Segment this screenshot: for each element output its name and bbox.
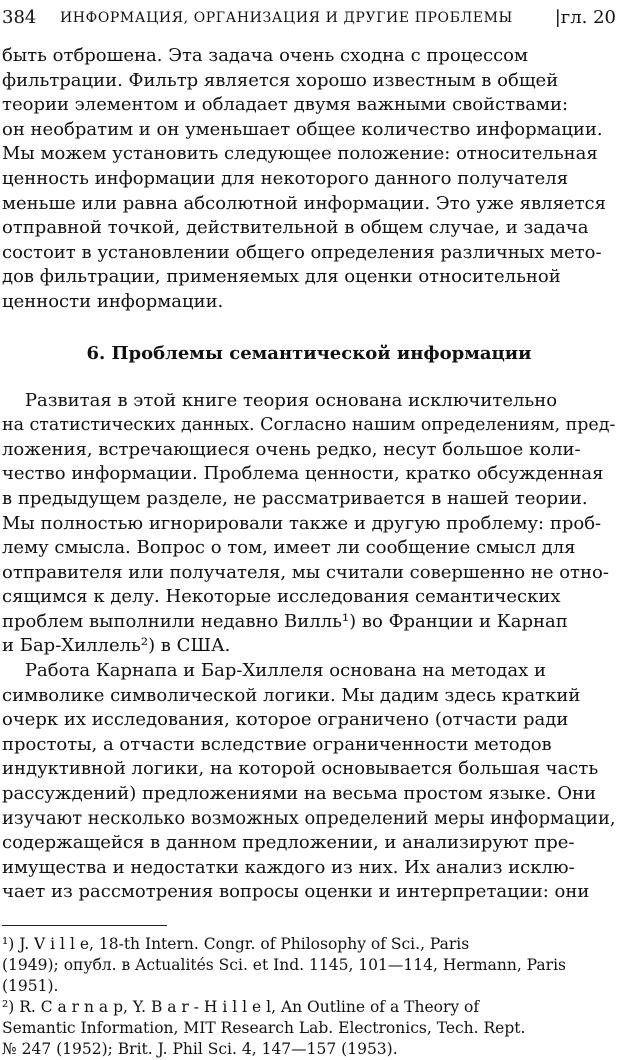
text-line: проблем выполнили недавно Вилль¹) во Франции и Карнап: [2, 610, 568, 632]
footnote-line: № 247 (1952); Brit. J. Phil Sci. 4, 147—157 (1953).: [2, 1040, 398, 1058]
text-line: в предыдущем разделе, не рассматривается в нашей теории.: [2, 487, 588, 509]
chapter-label: |гл. 20: [554, 7, 616, 28]
text-line: фильтрации. Фильтр является хорошо известным в общей: [2, 69, 559, 91]
text-line: Работа Карнапа и Бар-Хиллеля основана на методах и: [2, 660, 546, 682]
text-line: индуктивной логики, на которой основывается большая часть: [2, 758, 599, 780]
text-line: отправной точкой, действительной в общем случае, и задача: [2, 217, 589, 239]
text-line: очерк их исследования, которое ограничено (отчасти ради: [2, 709, 569, 731]
text-line: Развитая в этой книге теория основана исключительно: [2, 389, 558, 411]
text-line: на статистических данных. Согласно нашим определениям, пред-: [2, 415, 616, 436]
text-line: символике символической логики. Мы дадим здесь краткий: [2, 684, 581, 706]
text-line: состоит в установлении общего определения различных мето-: [2, 241, 602, 263]
paragraph-3: [2, 659, 616, 905]
text-line: чество информации. Проблема ценности, кратко обсужденная: [2, 463, 604, 485]
footnote-line: ¹) J. V i l l e, 18-th Intern. Congr. of Philosophy of Sci., Paris: [2, 935, 470, 953]
text-line: чает из рассмотрения вопросы оценки и интерпретации: они: [2, 881, 590, 903]
section-heading: 6. Проблемы семантической информации: [86, 342, 532, 364]
text-line: и Бар-Хиллель²) в США.: [2, 635, 231, 657]
footnote-line: (1951).: [2, 977, 59, 995]
text-line: изучают несколько возможных определений меры информации,: [2, 807, 616, 829]
text-line: имущества и недостатки каждого из них. Их анализ исклю-: [2, 856, 575, 878]
text-line: Мы полностью игнорировали также и другую проблему: проб-: [2, 512, 602, 534]
footnote-rule: [2, 925, 167, 926]
text-line: лему смысла. Вопрос о том, имеет ли сообщение смысл для: [2, 537, 576, 559]
text-line: сящимся к делу. Некоторые исследования семантических: [2, 586, 561, 608]
footnote-line: (1949); опубл. в Actualités Sci. et Ind. 1145, 101—114, Hermann, Paris: [2, 956, 566, 974]
footnote-line: ²) R. C a r n a p, Y. B a r - H i l l e l, An Outline of a Theory of: [2, 998, 480, 1016]
text-line: рассуждений) предложениями на весьма простом языке. Они: [2, 783, 596, 805]
footnote-line: Semantic Information, MIT Research Lab. Electronics, Tech. Rept.: [2, 1019, 526, 1037]
page-body: [2, 44, 616, 1060]
paragraph-1: [2, 44, 616, 315]
running-title: ИНФОРМАЦИЯ, ОРГАНИЗАЦИЯ И ДРУГИЕ ПРОБЛЕМЫ: [60, 10, 513, 26]
text-line: отправителя или получателя, мы считали совершенно не отно-: [2, 561, 609, 583]
text-line: простоты, а отчасти вследствие ограниченности методов: [2, 733, 552, 755]
text-line: ценность информации для некоторого данного получателя: [2, 167, 569, 189]
footnotes: [2, 934, 616, 1060]
text-line: теории элементом и обладает двумя важными свойствами:: [2, 94, 569, 116]
page-number: 384: [2, 7, 37, 28]
text-line: дов фильтрации, применяемых для оценки относительной: [2, 266, 561, 288]
text-line: содержащейся в данном предложении, и анализируют пре-: [2, 832, 575, 854]
text-line: меньше или равна абсолютной информации. Это уже является: [2, 192, 606, 214]
paragraph-2: [2, 389, 616, 660]
page-header: [2, 4, 616, 32]
text-line: быть отброшена. Эта задача очень сходна с процессом: [2, 45, 528, 66]
text-line: Мы можем установить следующее положение: относительная: [2, 143, 598, 165]
text-line: ложения, встречающиеся очень редко, несут большое коли-: [2, 438, 581, 460]
text-line: он необратим и он уменьшает общее количество информации.: [2, 118, 603, 140]
text-line: ценности информации.: [2, 290, 224, 312]
